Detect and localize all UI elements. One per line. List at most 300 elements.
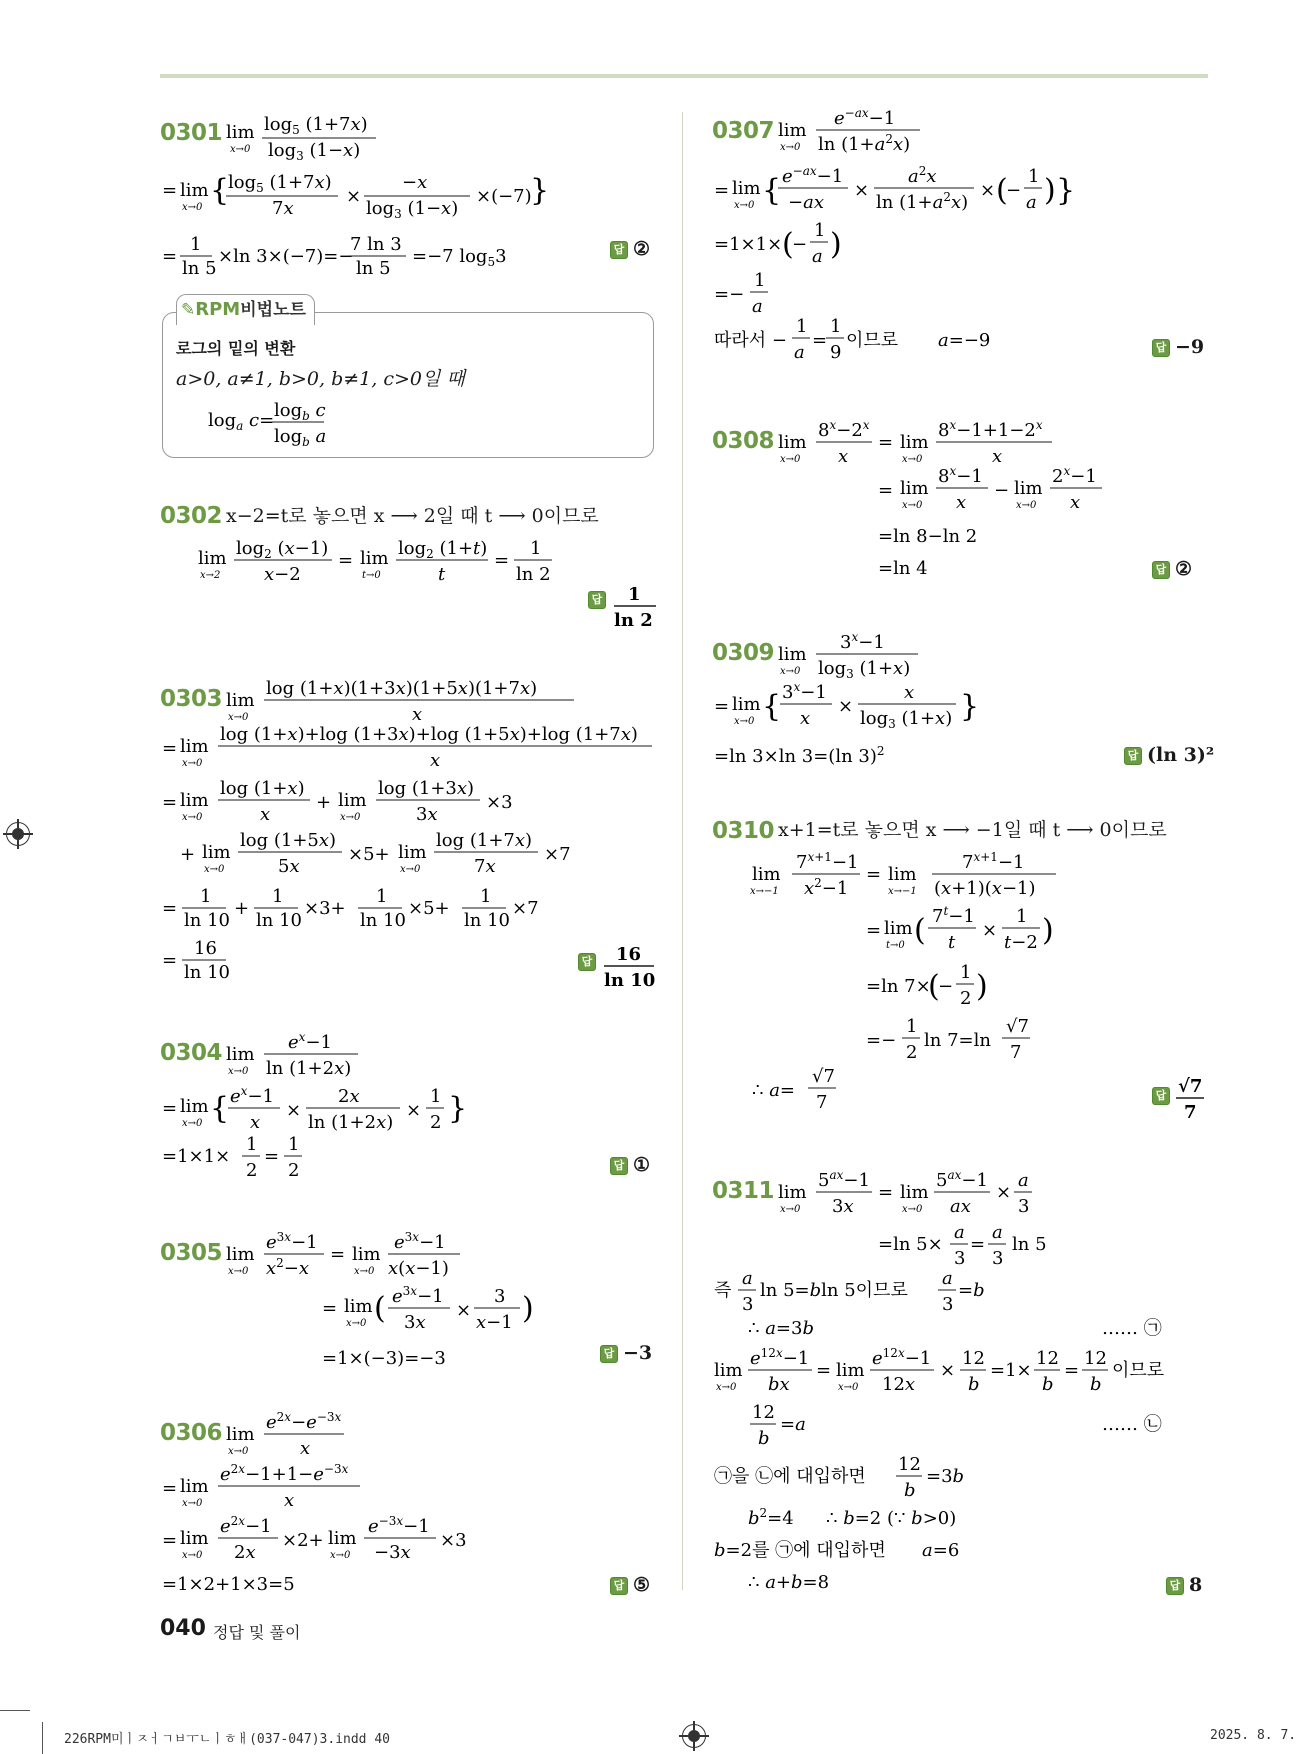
svg-text:(x+1)(x−1): (x+1)(x−1): [934, 878, 1036, 899]
svg-text:): ): [830, 227, 842, 262]
svg-text:lim: lim: [888, 864, 917, 885]
svg-text:}: }: [448, 1091, 468, 1126]
svg-text:lim: lim: [778, 644, 807, 665]
svg-text:lim: lim: [226, 122, 255, 143]
svg-text:a: a: [1026, 192, 1037, 213]
svg-text:lim: lim: [836, 1360, 865, 1381]
svg-text:1: 1: [288, 1134, 300, 1155]
svg-text:−: −: [792, 234, 808, 255]
svg-text:log2 (1+t): $\log_2 (1+t)$: [398, 538, 488, 561]
svg-text:=: =: [878, 1182, 894, 1203]
svg-text:x→0: x→0: [902, 1204, 923, 1215]
svg-text:=1×: =1×: [990, 1360, 1032, 1381]
svg-text:x→0: x→0: [228, 1446, 249, 1457]
svg-text:7 ln 3: 7 ln 3: [350, 234, 402, 255]
svg-text:8x−1+1−2x: $8^x-1+1-2^x$: [938, 418, 1043, 441]
page-section-label: 정답 및 풀이: [213, 1623, 301, 1642]
svg-text:x→0: x→0: [340, 812, 361, 823]
svg-text:=a: =a: [780, 1414, 806, 1435]
svg-text:t: t: [438, 564, 446, 585]
svg-text:b: b: [758, 1428, 770, 1449]
svg-text:x: x: [800, 708, 811, 729]
top-rule: [160, 74, 1208, 78]
svg-text:ln 10: ln 10: [184, 962, 230, 983]
svg-text:}: }: [960, 689, 980, 724]
svg-text:b: b: [1042, 1374, 1054, 1395]
svg-text:12: 12: [898, 1454, 921, 1475]
problem-number: 0308: [712, 428, 775, 454]
svg-text:1: 1: [190, 234, 202, 255]
svg-text:=: =: [162, 738, 178, 759]
svg-text:x→0: x→0: [902, 500, 923, 511]
svg-text:=: =: [878, 480, 894, 501]
svg-text:=−: =−: [714, 284, 745, 305]
svg-text:∴ a=: ∴ a=: [752, 1080, 796, 1101]
svg-text:7: 7: [1184, 1102, 1197, 1122]
problem-0310-line-1: x+1=t로 놓으면 x ⟶ −1일 때 t ⟶ 0이므로: [778, 819, 1167, 841]
rpm-note-tab: ✎RPM비법노트: [176, 294, 315, 325]
svg-text:x→−1: x→−1: [750, 886, 779, 897]
svg-text:=ln 7×: =ln 7×: [866, 976, 931, 997]
svg-text:ln 5: ln 5: [182, 258, 217, 279]
svg-text:x: x: [956, 492, 967, 513]
note-formula: [206, 392, 406, 448]
svg-text:×: ×: [286, 1100, 302, 1121]
svg-text:log (1+7x): log (1+7x): [436, 830, 533, 851]
answer-0309: 답 (ln 3)²: [1124, 744, 1214, 766]
svg-text:{: {: [762, 689, 782, 724]
svg-text:×: ×: [456, 1300, 472, 1321]
svg-text:t−2: t−2: [1004, 932, 1038, 953]
svg-text:=1×1×: =1×1×: [162, 1146, 231, 1167]
svg-text:log (1+3x): log (1+3x): [378, 778, 475, 799]
svg-text:x→0: x→0: [204, 864, 225, 875]
svg-text:=: =: [162, 950, 178, 971]
svg-text:x→0: x→0: [734, 200, 755, 211]
problem-0301-math: [160, 104, 680, 280]
svg-text:ex−1: $e^x-1$: [230, 1084, 274, 1107]
svg-text:lim: lim: [752, 864, 781, 885]
svg-text:lim: lim: [180, 1528, 209, 1549]
svg-text:=: =: [162, 1530, 178, 1551]
svg-text:): ): [1042, 913, 1054, 948]
svg-text:b=2를 ㉠에 대입하면: b=2를 ㉠에 대입하면: [714, 1540, 886, 1561]
column-divider: [682, 112, 683, 1590]
svg-text:e3x−1: $e^{3x}-1$: [392, 1284, 444, 1307]
svg-text:∴ a=3b: ∴ a=3b: [748, 1318, 814, 1339]
svg-text:ln 10: ln 10: [464, 910, 510, 931]
svg-text:lim: lim: [226, 1244, 255, 1265]
svg-text:log2 (x−1): $\log_2 (x-1)$: [236, 538, 329, 561]
svg-text:9: 9: [830, 342, 842, 362]
svg-text:1: 1: [430, 1086, 442, 1107]
svg-text:1: 1: [754, 270, 766, 291]
svg-text:lim: lim: [198, 548, 227, 569]
svg-text:16: 16: [194, 938, 217, 959]
svg-text:2x: 2x: [338, 1086, 360, 1107]
svg-text:×(−7): ×(−7): [476, 186, 532, 207]
svg-text:a: a: [742, 1268, 753, 1289]
svg-text:x→0: x→0: [346, 1318, 367, 1329]
svg-text:+: +: [234, 898, 250, 919]
svg-text:x→0: x→0: [354, 1266, 375, 1277]
pencil-icon: ✎: [181, 300, 196, 320]
svg-text:×: ×: [854, 180, 870, 201]
svg-text:log3 (1−x): $\log_3 (1-x)$: [366, 198, 459, 221]
svg-text:e2x−e−3x: $e^{2x}-e^{-3x}$: [266, 1410, 342, 1433]
svg-text:=1×1×: =1×1×: [714, 234, 783, 255]
svg-text:1: 1: [272, 886, 284, 907]
problem-0310-math: [750, 846, 1170, 1116]
svg-text:=: =: [330, 1244, 346, 1265]
svg-text:ln (1+2x): ln (1+2x): [266, 1058, 352, 1079]
svg-text:(: (: [914, 913, 926, 948]
svg-text:a: a: [812, 246, 823, 267]
problem-0302-math: [196, 530, 576, 590]
svg-text:2: 2: [288, 1160, 300, 1181]
svg-text:x→0: x→0: [182, 758, 203, 769]
svg-text:lim: lim: [344, 1296, 373, 1317]
svg-text:logb c: $\log_b c$: [274, 400, 326, 423]
svg-text:3: 3: [942, 1294, 954, 1315]
svg-text:(: (: [782, 227, 794, 262]
svg-text:e2x−1+1−e−3x: $e^{2x}-1+1-e^{-3x}$: [220, 1462, 349, 1485]
svg-text:lim: lim: [900, 478, 929, 499]
svg-text:=ln 8−ln 2: =ln 8−ln 2: [878, 526, 978, 547]
problem-number: 0309: [712, 640, 775, 666]
problem-number: 0301: [160, 120, 223, 146]
svg-text:2: 2: [906, 1042, 918, 1063]
svg-text:8x−1: $8^x-1$: [938, 464, 983, 487]
svg-text:=ln 4: =ln 4: [878, 558, 928, 579]
page-number: 040: [160, 1616, 206, 1641]
answer-0303: 답: [578, 952, 601, 971]
svg-text:x: x: [284, 1490, 295, 1511]
svg-text:x: x: [992, 446, 1003, 467]
svg-text:log5 (1+7x): $\log_5 (1+7x)$: [228, 172, 332, 195]
svg-text:x: x: [430, 750, 441, 771]
svg-text:a: a: [942, 1268, 953, 1289]
svg-text:=−7 log53: =−7 $\log_53$: [412, 246, 507, 269]
svg-text:x→0: x→0: [228, 1266, 249, 1277]
svg-text:x(x−1): x(x−1): [388, 1258, 449, 1279]
svg-text:…… ㉠: …… ㉠: [1102, 1318, 1162, 1339]
svg-text:=: =: [162, 1098, 178, 1119]
svg-text:3: 3: [742, 1294, 754, 1315]
svg-text:1: 1: [246, 1134, 258, 1155]
svg-text:a: a: [752, 296, 763, 317]
svg-text:(: (: [928, 969, 940, 1004]
svg-text:lim: lim: [360, 548, 389, 569]
svg-text:a: a: [954, 1222, 965, 1243]
svg-text:1: 1: [796, 316, 808, 337]
svg-text:=3b: =3b: [926, 1466, 965, 1487]
svg-text:√7: √7: [1006, 1016, 1029, 1037]
answer-0310-fraction: [1174, 1074, 1208, 1122]
svg-text:2x: 2x: [234, 1542, 256, 1563]
svg-text:=−: =−: [866, 1030, 897, 1051]
svg-text:b2=4: $b^2=4$: [748, 1506, 794, 1529]
svg-text:lim: lim: [1014, 478, 1043, 499]
svg-text:lim: lim: [338, 790, 367, 811]
svg-text:x→0: x→0: [716, 1382, 737, 1393]
svg-text:x→0: x→0: [780, 666, 801, 677]
svg-text:lim: lim: [398, 842, 427, 863]
svg-text:lim: lim: [202, 842, 231, 863]
svg-text:log3 (1+x): $\log_3 (1+x)$: [860, 708, 953, 731]
svg-text:−: −: [994, 480, 1010, 501]
svg-text:3: 3: [954, 1248, 966, 1269]
problem-number: 0310: [712, 818, 775, 844]
svg-text:): ): [522, 1291, 534, 1326]
problem-number: 0304: [160, 1040, 223, 1066]
answer-0305: 답 −3: [600, 1342, 652, 1364]
svg-text:×: ×: [346, 186, 362, 207]
svg-text:x→0: x→0: [400, 864, 421, 875]
svg-text:=: =: [338, 550, 354, 571]
svg-text:7x+1−1: $7^{x+1}-1$: [796, 850, 859, 873]
problem-number: 0302: [160, 503, 223, 529]
svg-text:−: −: [938, 976, 954, 997]
svg-text:e3x−1: $e^{3x}-1$: [266, 1230, 318, 1253]
svg-text:1: 1: [200, 886, 212, 907]
answer-0303-fraction: [602, 942, 658, 990]
svg-text:+: +: [316, 792, 332, 813]
svg-text:3x−1: $3^x-1$: [840, 630, 885, 653]
svg-text:lim: lim: [328, 1528, 357, 1549]
problem-0308-math: [712, 412, 1172, 582]
svg-text:log (1+x)(1+3x)(1+5x)(1+7x): log (1+x)(1+3x)(1+5x)(1+7x): [266, 678, 538, 699]
svg-text:∴ a+b=8: ∴ a+b=8: [748, 1572, 830, 1593]
problem-number: 0307: [712, 118, 775, 144]
svg-text:ex−1: $e^x-1$: [288, 1030, 332, 1053]
svg-text:=: =: [878, 432, 894, 453]
svg-text:=ln 3×ln 3=(ln 3)2: =ln 3×ln 3=(ln 3)$^2$: [714, 744, 885, 767]
svg-text:a: a: [992, 1222, 1003, 1243]
svg-text:x→0: x→0: [228, 1066, 249, 1077]
svg-text:=: =: [162, 898, 178, 919]
problem-0302-line-1: x−2=t로 놓으면 x ⟶ 2일 때 t ⟶ 0이므로: [226, 505, 599, 527]
svg-text:=: =: [714, 180, 730, 201]
svg-text:lim: lim: [180, 736, 209, 757]
slug-date: 2025. 8. 7.: [1210, 1728, 1297, 1743]
svg-text:−3x: −3x: [374, 1542, 411, 1563]
svg-text:e−3x−1: $e^{-3x}-1$: [368, 1514, 430, 1537]
answer-0302-fraction: [612, 582, 660, 630]
svg-text:x→0: x→0: [182, 202, 203, 213]
svg-text:3x: 3x: [404, 1312, 426, 1333]
svg-text:b: b: [968, 1374, 980, 1395]
svg-text:×3: ×3: [440, 1530, 467, 1551]
svg-text:e2x−1: $e^{2x}-1$: [220, 1514, 272, 1537]
svg-text:7t−1: $7^t-1$: [932, 904, 975, 927]
svg-text:x: x: [250, 1112, 261, 1133]
svg-text:x−2: x−2: [264, 564, 301, 585]
svg-text:e−ax−1: $e^{-ax}-1$: [782, 164, 844, 187]
svg-text:=: =: [714, 696, 730, 717]
svg-text:x→0: x→0: [182, 1498, 203, 1509]
svg-text:=: =: [866, 864, 882, 885]
answer-0308: 답 ②: [1152, 558, 1192, 580]
problem-number: 0303: [160, 686, 223, 712]
svg-text:x2−1: $x^2-1$: [804, 876, 849, 899]
answer-0310: 답: [1152, 1086, 1175, 1105]
svg-text:x→0: x→0: [182, 1118, 203, 1129]
svg-text:=: =: [162, 246, 178, 267]
registration-mark-icon: [682, 1724, 706, 1748]
answer-0307: 답 −9: [1152, 336, 1204, 358]
svg-text:log (1+x)+log (1+3x)+log (1+5x: log (1+x)+log (1+3x)+log (1+5x)+log (1+7x): [220, 724, 638, 745]
svg-text:bx: bx: [768, 1374, 790, 1395]
svg-text:=ln 5×: =ln 5×: [878, 1234, 943, 1255]
svg-text:loga c=: $\log_a c=$: [208, 410, 275, 433]
svg-text:1: 1: [960, 962, 972, 983]
svg-text:−x: −x: [402, 172, 428, 193]
note-condition: a>0, a≠1, b>0, b≠1, c>0일 때: [176, 368, 465, 390]
svg-text:x: x: [904, 682, 915, 703]
problem-number: 0305: [160, 1240, 223, 1266]
svg-text:1: 1: [1016, 906, 1028, 927]
svg-text:e−ax−1: $e^{-ax}-1$: [834, 106, 896, 129]
svg-text:x→0: x→0: [228, 712, 249, 723]
svg-text:2x−1: $2^x-1$: [1052, 464, 1097, 487]
svg-text:log (1+5x): log (1+5x): [240, 830, 337, 851]
svg-text:×5+: ×5+: [348, 844, 390, 865]
svg-text:lim: lim: [226, 1044, 255, 1065]
svg-text:=1×(−3)=−3: =1×(−3)=−3: [322, 1348, 446, 1369]
svg-text:log3 (1−x): $\log_3 (1-x)$: [268, 140, 361, 163]
crop-mark: [0, 1710, 30, 1711]
svg-text:lim: lim: [732, 178, 761, 199]
svg-text:=: =: [970, 1234, 986, 1255]
svg-text:x→0: x→0: [182, 812, 203, 823]
svg-text:12: 12: [752, 1402, 775, 1423]
svg-text:5x: 5x: [278, 856, 300, 877]
svg-text:=: =: [264, 1146, 280, 1167]
svg-text:−: −: [1006, 180, 1022, 201]
svg-text:1: 1: [376, 886, 388, 907]
svg-text:a: a: [1018, 1170, 1029, 1191]
svg-text:=: =: [494, 550, 510, 571]
svg-text:ln 7=ln: ln 7=ln: [924, 1030, 991, 1051]
svg-text:8x−2x: $8^x-2^x$: [818, 418, 870, 441]
svg-text:x→0: x→0: [838, 1382, 859, 1393]
svg-text:×2+: ×2+: [282, 1530, 324, 1551]
svg-text:12x: 12x: [882, 1374, 916, 1395]
svg-text:×: ×: [406, 1100, 422, 1121]
svg-text:x: x: [260, 804, 271, 825]
svg-text:x→0: x→0: [902, 454, 923, 465]
svg-text:b: b: [904, 1480, 916, 1501]
svg-text:1: 1: [530, 538, 542, 559]
registration-mark-icon: [6, 822, 30, 846]
svg-text:ln (1+a2x): $\ln (1+a^2x)$: [876, 190, 969, 213]
svg-text:1: 1: [830, 316, 842, 337]
svg-text:ln 10: ln 10: [184, 910, 230, 931]
svg-text:lim: lim: [180, 1096, 209, 1117]
svg-text:×5+: ×5+: [408, 898, 450, 919]
svg-text:√7: √7: [812, 1066, 835, 1087]
svg-text:ln 10: ln 10: [360, 910, 406, 931]
svg-text:㉠을 ㉡에 대입하면: ㉠을 ㉡에 대입하면: [714, 1466, 866, 1487]
svg-text:=: =: [816, 1360, 832, 1381]
svg-text:lim: lim: [226, 1424, 255, 1445]
svg-text:}: }: [530, 173, 550, 208]
svg-text:(: (: [996, 173, 1008, 208]
svg-text:x→2: x→2: [200, 570, 221, 581]
svg-text:lim: lim: [180, 1476, 209, 1497]
svg-text:t→0: t→0: [886, 940, 905, 951]
svg-text:x→0: x→0: [1016, 500, 1037, 511]
svg-text:√7: √7: [1178, 1076, 1203, 1097]
svg-text:lim: lim: [884, 918, 913, 939]
svg-text:ln 5=bln 5이므로: ln 5=bln 5이므로: [760, 1280, 908, 1301]
svg-text:5ax−1: $5^{ax}-1$: [818, 1168, 870, 1191]
svg-text:logb a: $\log_b a$: [274, 426, 327, 448]
svg-text:이므로: 이므로: [1112, 1360, 1165, 1381]
svg-text:log (1+x): log (1+x): [220, 778, 305, 799]
svg-text:{: {: [210, 1091, 230, 1126]
svg-text:{: {: [762, 173, 782, 208]
svg-text:): ): [1044, 173, 1056, 208]
svg-text:{: {: [210, 173, 230, 208]
svg-text:ax: ax: [950, 1196, 971, 1217]
svg-text:lim: lim: [226, 690, 255, 711]
svg-text:log5 (1+7x): $\log_5 (1+7x)$: [264, 114, 368, 137]
svg-text:=: =: [162, 1478, 178, 1499]
svg-text:=: =: [1064, 1360, 1080, 1381]
svg-text:lim: lim: [180, 180, 209, 201]
svg-text:x→0: x→0: [734, 716, 755, 727]
svg-text:x→0: x→0: [780, 454, 801, 465]
svg-text:ln 5: ln 5: [356, 258, 391, 279]
svg-text:ln 10: ln 10: [604, 970, 656, 990]
crop-mark: [42, 1722, 43, 1754]
svg-text:×: ×: [838, 696, 854, 717]
svg-text:×: ×: [980, 180, 996, 201]
answer-0301: 답 ②: [610, 238, 650, 260]
problem-0311-math: [712, 1162, 1182, 1602]
svg-text:(: (: [374, 1291, 386, 1326]
svg-text:7x: 7x: [272, 198, 294, 219]
svg-text:lim: lim: [778, 120, 807, 141]
svg-text:1: 1: [814, 220, 826, 241]
svg-text:x→0: x→0: [182, 1550, 203, 1561]
svg-text:a=6: a=6: [922, 1540, 960, 1561]
svg-text:7x: 7x: [474, 856, 496, 877]
svg-text:x→0: x→0: [780, 1204, 801, 1215]
svg-text:lim: lim: [778, 1182, 807, 1203]
svg-text:×3+: ×3+: [304, 898, 346, 919]
answer-0302: 답: [588, 590, 611, 609]
svg-text:×: ×: [996, 1182, 1012, 1203]
problem-0306-math: [160, 1404, 620, 1604]
svg-text:=1×2+1×3=5: =1×2+1×3=5: [162, 1574, 295, 1595]
svg-text:따라서 −: 따라서 −: [714, 330, 787, 351]
svg-text:2: 2: [246, 1160, 258, 1181]
svg-text:1: 1: [1028, 166, 1040, 187]
svg-text:이므로: 이므로: [846, 330, 899, 351]
svg-text:즉: 즉: [714, 1280, 732, 1301]
svg-text:x→0: x→0: [230, 144, 251, 155]
svg-text:2: 2: [430, 1112, 442, 1133]
svg-text:×7: ×7: [544, 844, 571, 865]
answer-0306: 답 ⑤: [610, 1574, 650, 1596]
svg-text:1: 1: [480, 886, 492, 907]
svg-text:12: 12: [1036, 1348, 1059, 1369]
svg-text:ln 2: ln 2: [516, 564, 551, 585]
svg-text:lim: lim: [900, 1182, 929, 1203]
